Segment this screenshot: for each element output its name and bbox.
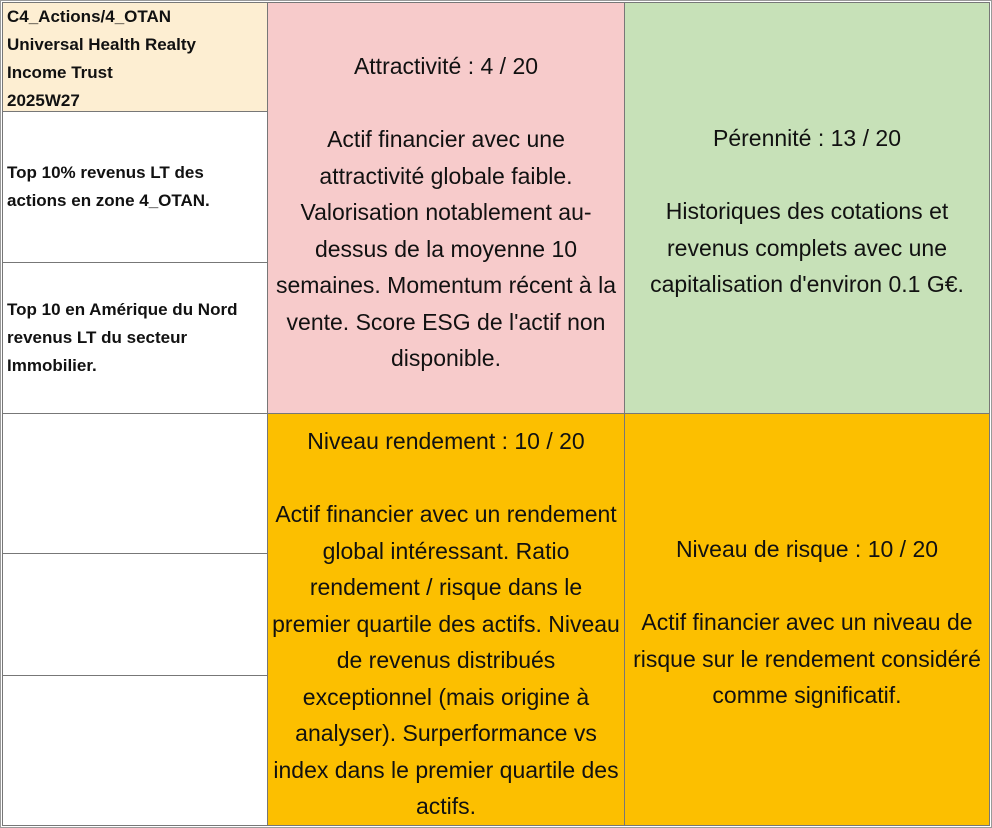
asset-week: 2025W27 (7, 91, 80, 110)
empty-cell-2 (2, 553, 268, 676)
attractivite-panel (267, 2, 625, 414)
ranking-cell-zone (2, 111, 268, 263)
attractivite-description: Actif financier avec une attractivité globale faible. Valorisation notablement au-dessus de la moyenne 10 semaines. Momentum récent à la vente. Score ESG de l'actif non disponible. (275, 126, 617, 371)
risque-score: Niveau de risque : 10 / 20 (675, 536, 939, 562)
rendement-description: Actif financier avec un rendement global intéressant. Ratio rendement / risque dans le premier quartile des actifs. Niveau de revenus distribués exceptionnel (mais origine à analyser). Surperformance vs index dans le premier quartile des actifs. (272, 501, 620, 819)
risque-panel (624, 413, 990, 826)
asset-header-cell (2, 2, 268, 112)
rendement-panel (267, 413, 625, 826)
asset-header-text (7, 3, 196, 115)
perennite-description: Historiques des cotations et revenus complets avec une capitalisation d'environ 0.1 G€. (650, 198, 964, 297)
asset-name-line-1: Universal Health Realty (7, 35, 196, 54)
attractivite-score: Attractivité : 4 / 20 (353, 53, 539, 79)
rendement-score: Niveau rendement : 10 / 20 (307, 428, 585, 454)
ranking-zone-text: Top 10% revenus LT des actions en zone 4_OTAN. (7, 163, 210, 210)
risque-description: Actif financier avec un niveau de risque sur le rendement considéré comme significatif. (633, 609, 981, 708)
asset-category: C4_Actions/4_OTAN (7, 7, 172, 26)
asset-name-line-2: Income Trust (7, 63, 113, 82)
ranking-sector-text: Top 10 en Amérique du Nord revenus LT du secteur Immobilier. (7, 300, 238, 375)
empty-cell-1 (2, 413, 268, 554)
ranking-cell-sector (2, 262, 268, 414)
perennite-panel (624, 2, 990, 414)
empty-cell-3 (2, 675, 268, 826)
perennite-score: Pérennité : 13 / 20 (713, 125, 901, 151)
